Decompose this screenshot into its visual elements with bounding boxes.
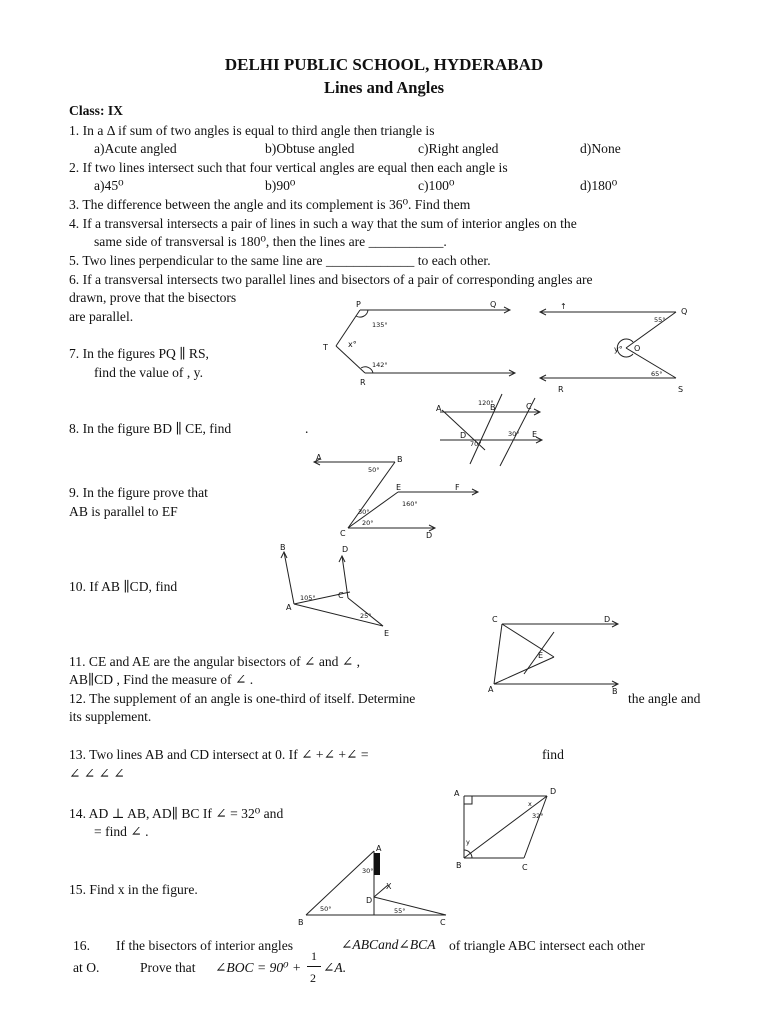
label-c: C [338, 591, 344, 600]
fraction-denominator: 2 [310, 971, 316, 985]
figure-15 [298, 845, 458, 930]
class-label: Class: IX [69, 103, 124, 118]
angle-160: 160° [402, 500, 418, 508]
question-9-line-2: AB is parallel to EF [69, 504, 178, 519]
angle-50: 50° [320, 905, 332, 913]
question-9-line-1: 9. In the figure prove that [69, 485, 208, 500]
q2-option-c: c)100⁰ [418, 178, 455, 193]
question-16-text-a: If the bisectors of interior angles [116, 938, 294, 953]
label-p: P [356, 300, 361, 309]
question-12-line-1: 12. The supplement of an angle is one-third of itself. Determine [69, 691, 416, 706]
question-4-line-1: 4. If a transversal intersects a pair of lines in such a way that the sum of interior angles on the [69, 216, 577, 231]
question-15: 15. Find x in the figure. [69, 882, 198, 897]
q2-option-a: a)45⁰ [94, 178, 124, 193]
question-10: 10. If AB ∥CD, find [69, 579, 178, 594]
angle-25: 25° [360, 612, 372, 620]
angle-55: 55° [394, 907, 406, 915]
question-16-math-boc: ∠BOC = 90⁰ + [215, 960, 302, 975]
question-7-line-1: 7. In the figures PQ ∥ RS, [69, 346, 209, 361]
line-qo [626, 312, 676, 348]
shaded-angle-mark [374, 853, 380, 875]
label-b: B [456, 861, 462, 870]
line-ca [494, 624, 502, 684]
question-11-line-1: 11. CE and AE are the angular bisectors of ∠ and ∠ , [69, 654, 361, 669]
angle-32: 32° [532, 812, 544, 820]
question-16-math-angles: ∠ABCand∠BCA [341, 937, 436, 952]
angle-65: 65° [651, 370, 663, 378]
label-a: A [376, 844, 382, 853]
line-ba [306, 851, 374, 915]
label-f: F [455, 483, 460, 492]
question-14-line-1: 14. AD ⊥ AB, AD∥ BC If ∠ = 32⁰ and [69, 806, 284, 821]
line-tr [336, 346, 365, 373]
school-name: DELHI PUBLIC SCHOOL, HYDERABAD [224, 55, 544, 74]
question-16-number: 16. [73, 938, 90, 953]
label-a: A [286, 603, 292, 612]
label-b: B [298, 918, 304, 927]
label-s: S [678, 385, 684, 394]
label-b: B [397, 455, 403, 464]
question-6-line-3: are parallel. [69, 309, 134, 324]
label-a: A [436, 404, 442, 413]
question-7-line-2: find the value of , y. [94, 365, 203, 380]
worksheet-topic: Lines and Angles [323, 78, 445, 97]
question-2: 2. If two lines intersect such that four vertical angles are equal then each angle is [69, 160, 508, 175]
line-bd [464, 796, 547, 858]
angle-142: 142° [372, 361, 388, 369]
q2-option-b: b)90⁰ [265, 178, 296, 193]
label-p-mark: ↑ [560, 302, 567, 311]
label-q: Q [681, 307, 688, 316]
label-e: E [384, 629, 390, 638]
arrow-up-icon [281, 552, 287, 558]
label-e: E [396, 483, 402, 492]
angle-120: 120° [478, 399, 494, 407]
line-ae [494, 657, 554, 684]
q1-option-b: b)Obtuse angled [265, 141, 355, 156]
angle-105: 105° [300, 594, 316, 602]
question-8-dot: . [305, 421, 309, 436]
question-6-line-2: drawn, prove that the bisectors [69, 290, 237, 305]
question-13-line-1: 13. Two lines AB and CD intersect at 0. If ∠ +∠ +∠ = [69, 747, 369, 762]
question-12-line-1-end: the angle and [628, 691, 701, 706]
label-c: C [492, 615, 498, 624]
label-b: B [490, 403, 496, 412]
question-5: 5. Two lines perpendicular to the same line are _____________ to each other. [69, 253, 491, 268]
question-1: 1. In a Δ if sum of two angles is equal to third angle then triangle is [69, 123, 435, 138]
label-r: R [360, 378, 366, 387]
label-r: R [558, 385, 564, 394]
label-d: D [342, 545, 349, 554]
q2-option-d: d)180⁰ [580, 178, 618, 193]
right-angle-mark [464, 796, 472, 804]
label-y: y [466, 838, 470, 846]
label-c: C [522, 863, 528, 872]
question-16-line-2b: Prove that [140, 960, 196, 975]
q1-option-c: c)Right angled [418, 141, 499, 156]
label-d: D [366, 896, 373, 905]
figure-7b [538, 298, 698, 403]
angle-30: 30° [358, 508, 370, 516]
question-13-line-2: ∠ ∠ ∠ ∠ [69, 766, 125, 781]
label-y: y° [614, 345, 623, 354]
label-d: D [460, 431, 467, 440]
angle-135: 135° [372, 321, 388, 329]
label-q: Q [490, 300, 497, 309]
q1-option-a: a)Acute angled [94, 141, 177, 156]
question-13-line-1-end: find [542, 747, 564, 762]
question-16-line-2a: at O. [73, 960, 100, 975]
angle-30: 30° [508, 430, 520, 438]
question-12-line-2: its supplement. [69, 709, 152, 724]
label-t: T [323, 343, 328, 352]
label-c: C [440, 918, 446, 927]
question-6-line-1: 6. If a transversal intersects two parallel lines and bisectors of a pair of corresponding angles are [69, 272, 593, 287]
label-d: D [426, 531, 433, 540]
angle-20: 20° [362, 519, 374, 527]
question-16-text-b: of triangle ABC intersect each other [449, 938, 645, 953]
label-e: E [538, 651, 544, 660]
label-x: x [528, 800, 532, 808]
fraction-numerator: 1 [311, 949, 317, 963]
line-ce [502, 624, 554, 657]
label-d: D [604, 615, 611, 624]
question-3: 3. The difference between the angle and its complement is 36⁰. Find them [69, 197, 471, 212]
q1-option-d: d)None [580, 141, 621, 156]
label-b: B [612, 687, 618, 696]
angle-30: 30° [362, 867, 374, 875]
question-16-math-a: ∠A. [323, 960, 347, 975]
label-c: C [526, 402, 532, 411]
line-dc [374, 897, 446, 915]
label-o: O [634, 344, 641, 353]
question-11-line-2: AB∥CD , Find the measure of ∠ . [69, 672, 254, 687]
figure-10 [278, 540, 398, 645]
label-d: D [550, 787, 557, 796]
label-x: X [386, 882, 392, 891]
line-ba [284, 552, 294, 604]
label-a: A [316, 453, 322, 462]
angle-50: 50° [368, 466, 380, 474]
label-e: E [532, 430, 538, 439]
label-a: A [454, 789, 460, 798]
label-c: C [340, 529, 346, 538]
label-a: A [488, 685, 494, 694]
figure-7a [320, 298, 520, 403]
question-8: 8. In the figure BD ∥ CE, find [69, 421, 232, 436]
question-14-line-2: = find ∠ . [94, 824, 149, 839]
figure-11 [488, 612, 628, 702]
angle-70: 70° [470, 440, 482, 448]
figure-14 [452, 782, 572, 882]
angle-55: 55° [654, 316, 666, 324]
label-x: x° [348, 340, 357, 349]
fraction-bar [307, 966, 321, 967]
question-4-line-2: same side of transversal is 180⁰, then the lines are ___________. [94, 234, 447, 249]
label-b: B [280, 543, 286, 552]
